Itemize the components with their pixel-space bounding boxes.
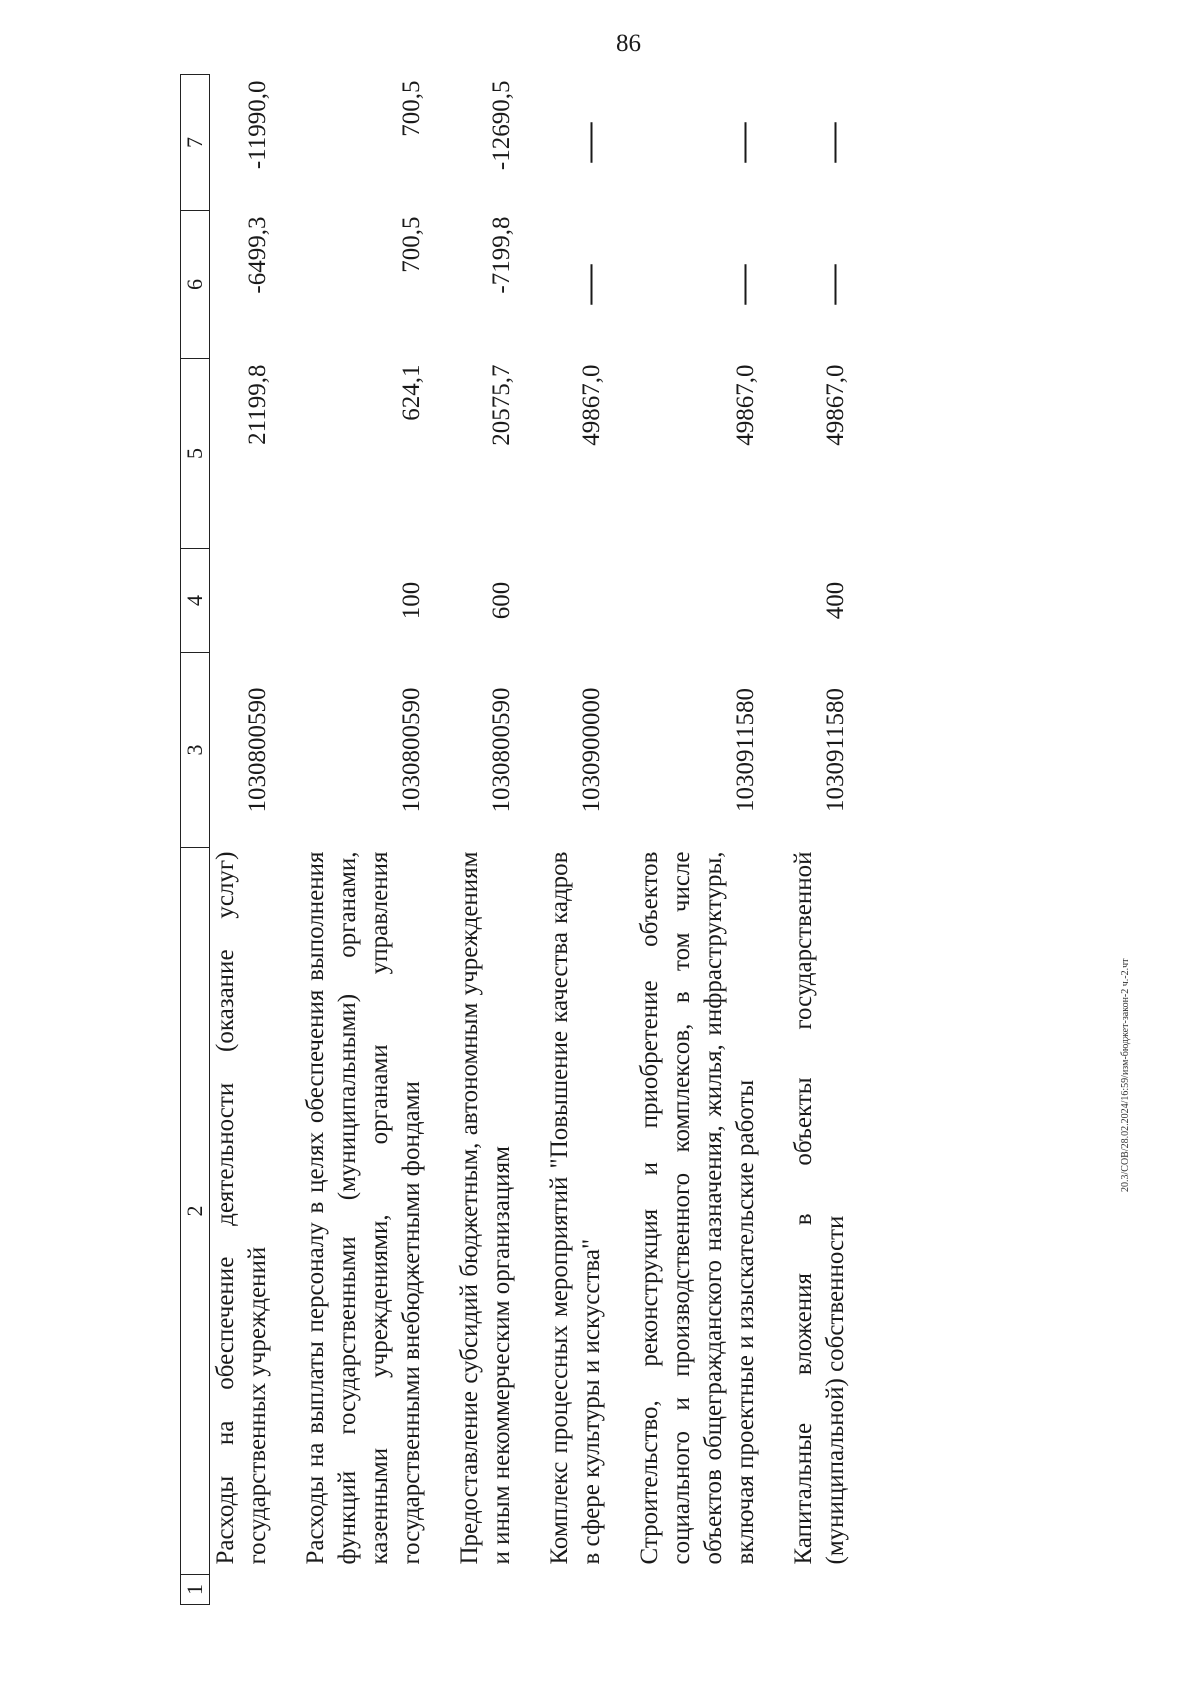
column-header-4: 4 xyxy=(181,549,210,653)
row-index-cell xyxy=(788,1575,852,1605)
row-change-2: -11990,0 xyxy=(244,80,272,170)
row-target-code: 1030800590 xyxy=(398,687,426,813)
row-description: Строительство, реконструкция и приобретение объектов социального и производственного комплексов, в том числе объектов общегражданского назначения, жилья, инфраструктуры, включая проектные и изыскательские работы xyxy=(636,851,760,1565)
row-expense-type: 100 xyxy=(398,581,426,620)
column-header-5: 5 xyxy=(181,359,210,549)
budget-table xyxy=(180,74,855,1605)
row-description: Расходы на обеспечение деятельности (оказание услуг) государственных учреждений xyxy=(212,851,272,1565)
row-index-cell xyxy=(300,1575,428,1605)
table-row xyxy=(634,75,762,1605)
row-expense-type xyxy=(210,549,275,653)
column-header-3: 3 xyxy=(181,653,210,848)
page-number: 86 xyxy=(616,30,641,57)
row-index-cell xyxy=(454,1575,518,1605)
row-amount: 49867,0 xyxy=(822,364,850,446)
row-change-2: 700,5 xyxy=(398,80,426,137)
row-change-1: -6499,3 xyxy=(244,216,272,294)
document-footer-code: 20.3/СОВ/28.02.2024/16:59/изм-бюджет-закон-2 ч.-2.чт xyxy=(1120,958,1131,1192)
table-row xyxy=(454,75,518,1605)
row-amount: 49867,0 xyxy=(732,364,760,446)
table-row xyxy=(300,75,428,1605)
row-target-code: 1030800590 xyxy=(488,687,516,813)
row-spacer xyxy=(428,75,454,1605)
row-expense-type: 400 xyxy=(822,581,850,620)
row-change-1: -7199,8 xyxy=(488,216,516,294)
row-amount: 20575,7 xyxy=(488,364,516,446)
column-header-1: 1 xyxy=(181,1575,210,1605)
row-amount: 21199,8 xyxy=(244,364,272,445)
row-target-code: 1030900000 xyxy=(578,687,606,813)
row-change-2-dash: — xyxy=(809,122,855,163)
row-description: Капитальные вложения в объекты государственной (муниципальной) собственности xyxy=(790,851,850,1565)
row-change-1: 700,5 xyxy=(398,216,426,273)
row-target-code: 1030911580 xyxy=(732,687,760,813)
row-spacer xyxy=(518,75,544,1605)
table-row xyxy=(788,75,852,1605)
row-expense-type: 600 xyxy=(488,581,516,620)
rotated-table-sheet xyxy=(180,75,1200,1605)
row-change-2: -12690,5 xyxy=(488,80,516,171)
row-description: Комплекс процессных мероприятий "Повышение качества кадров в сфере культуры и искусства" xyxy=(546,851,606,1565)
table-header-row xyxy=(181,75,210,1605)
row-description: Расходы на выплаты персоналу в целях обеспечения выполнения функций государственными (муниципальными) органами, казенными учреждениями, органами управления государственными внебюджетными фондами xyxy=(302,851,426,1565)
row-expense-type xyxy=(544,549,608,653)
column-header-7: 7 xyxy=(181,75,210,211)
column-header-6: 6 xyxy=(181,211,210,359)
table-row xyxy=(544,75,608,1605)
row-description: Предоставление субсидий бюджетным, автономным учреждениям и иным некоммерческим организациям xyxy=(456,851,516,1565)
row-spacer xyxy=(274,75,300,1605)
row-change-1-dash: — xyxy=(565,264,611,305)
row-change-1-dash: — xyxy=(809,264,855,305)
row-spacer xyxy=(762,75,788,1605)
row-target-code: 1030800590 xyxy=(244,687,272,813)
row-index-cell xyxy=(544,1575,608,1605)
row-expense-type xyxy=(634,549,762,653)
row-index-cell xyxy=(634,1575,762,1605)
row-amount: 624,1 xyxy=(398,364,426,421)
column-header-2: 2 xyxy=(181,848,210,1575)
row-spacer xyxy=(608,75,634,1605)
row-target-code: 1030911580 xyxy=(822,687,850,813)
table-row xyxy=(210,75,275,1605)
row-change-2-dash: — xyxy=(719,122,765,163)
row-amount: 49867,0 xyxy=(578,364,606,446)
row-change-1-dash: — xyxy=(719,264,765,305)
row-change-2-dash: — xyxy=(565,122,611,163)
row-index-cell xyxy=(210,1575,275,1605)
